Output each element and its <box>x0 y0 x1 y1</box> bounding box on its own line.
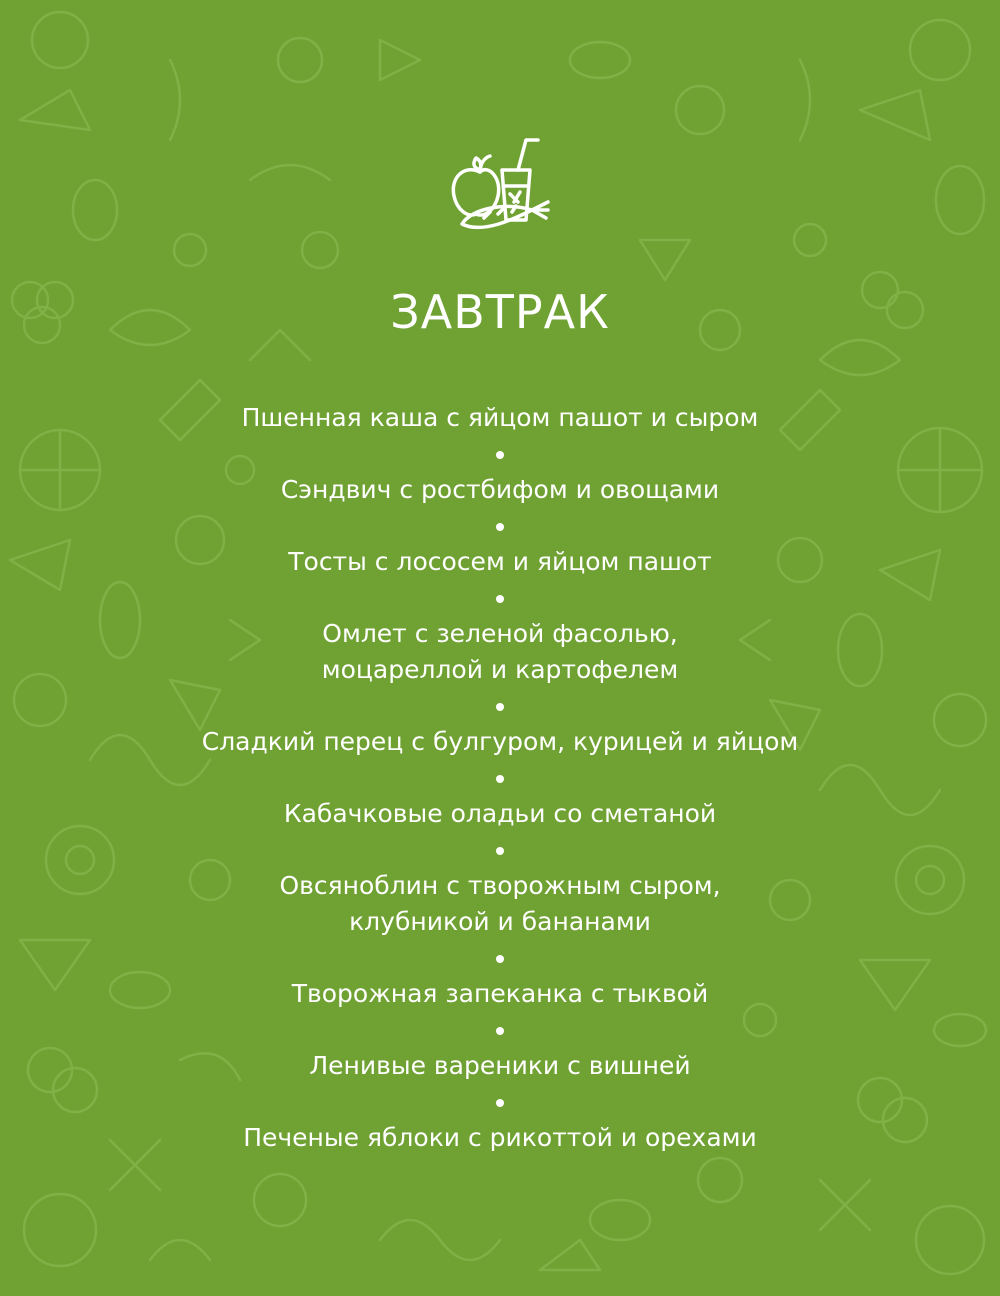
bullet-separator <box>100 580 900 616</box>
dish-item <box>100 1048 900 1084</box>
bullet-separator <box>100 832 900 868</box>
dish-name-line: Ленивые вареники с вишней <box>309 1051 691 1080</box>
dish-item <box>100 724 900 760</box>
dish-item <box>100 544 900 580</box>
dish-item <box>100 400 900 436</box>
dish-name-line: Творожная запеканка с тыквой <box>291 979 709 1008</box>
dish-item <box>100 868 900 940</box>
bullet-dot-icon <box>496 955 504 963</box>
bullet-separator <box>100 436 900 472</box>
bullet-dot-icon <box>496 1027 504 1035</box>
bullet-separator <box>100 1084 900 1120</box>
bullet-separator <box>100 940 900 976</box>
dish-name-line: клубникой и бананами <box>349 907 651 936</box>
dish-item <box>100 976 900 1012</box>
bullet-dot-icon <box>496 1099 504 1107</box>
dish-item <box>100 796 900 832</box>
dish-item <box>100 472 900 508</box>
bullet-separator <box>100 760 900 796</box>
groceries-icon <box>440 128 560 246</box>
bullet-dot-icon <box>496 703 504 711</box>
dish-name-line: Сладкий перец с булгуром, курицей и яйцом <box>201 727 799 756</box>
bullet-separator <box>100 508 900 544</box>
dish-item <box>100 616 900 688</box>
bullet-dot-icon <box>496 451 504 459</box>
bullet-dot-icon <box>496 595 504 603</box>
bullet-dot-icon <box>496 523 504 531</box>
bullet-separator <box>100 688 900 724</box>
bullet-separator <box>100 1012 900 1048</box>
dish-name-line: Тосты с лососем и яйцом пашот <box>288 547 712 576</box>
page-title: ЗАВТРАК <box>390 285 610 339</box>
bullet-dot-icon <box>496 847 504 855</box>
dish-name-line: моцареллой и картофелем <box>321 655 679 684</box>
dish-name-line: Кабачковые оладьи со сметаной <box>283 799 717 828</box>
dish-item <box>100 1120 900 1156</box>
dish-name-line: Омлет с зеленой фасолью, <box>322 619 678 648</box>
dish-name-line: Овсяноблин с творожным сыром, <box>279 871 721 900</box>
dish-name-line: Пшенная каша с яйцом пашот и сыром <box>241 403 759 432</box>
dish-name-line: Печеные яблоки с рикоттой и орехами <box>243 1123 757 1152</box>
dish-list <box>100 400 900 1156</box>
dish-name-line: Сэндвич с ростбифом и овощами <box>280 475 720 504</box>
bullet-dot-icon <box>496 775 504 783</box>
